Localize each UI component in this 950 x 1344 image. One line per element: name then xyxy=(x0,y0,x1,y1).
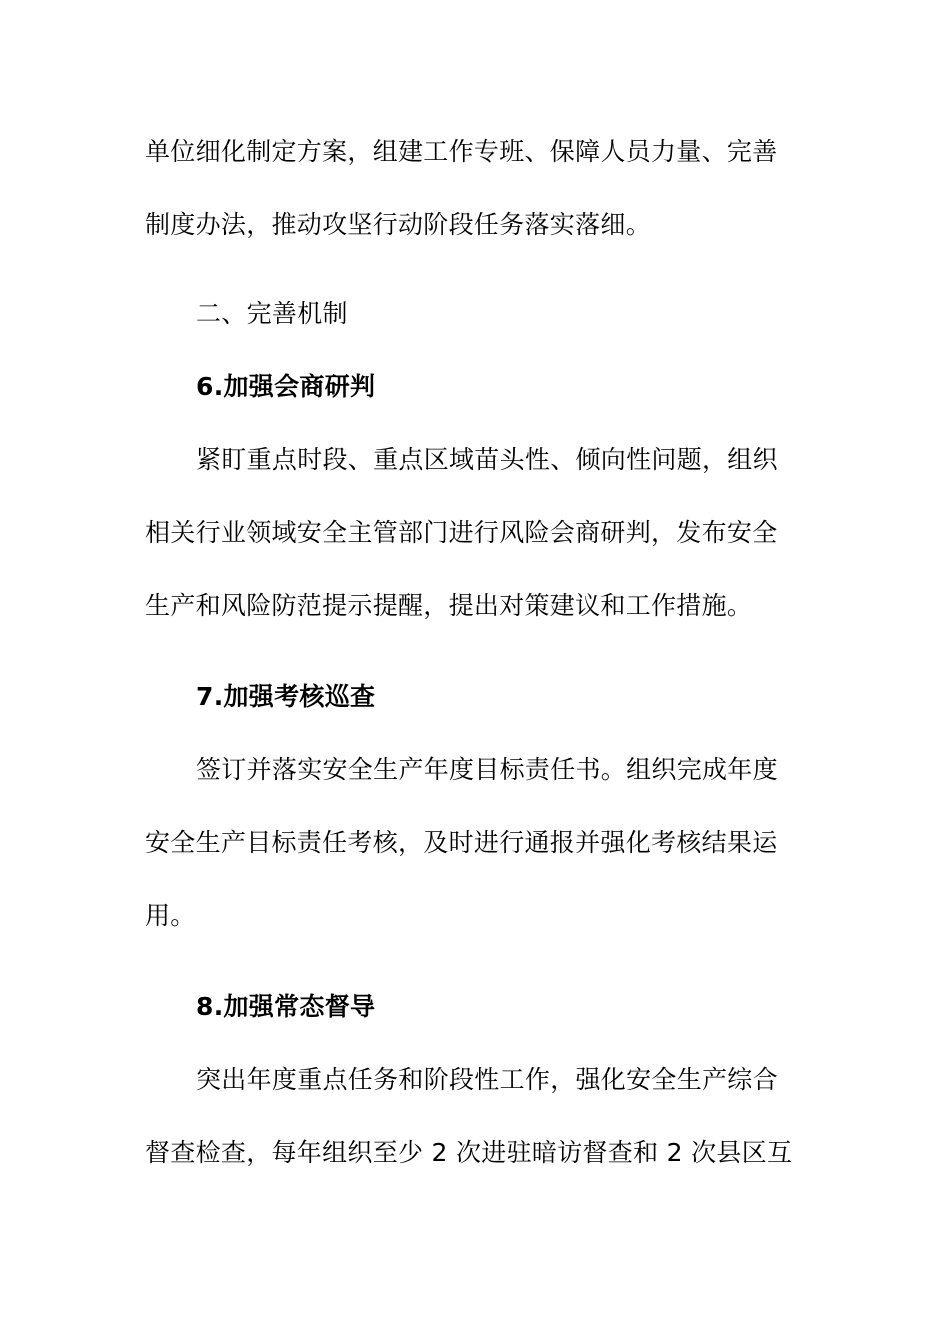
paragraph-line: 用。 xyxy=(145,901,196,930)
paragraph-line: 紧盯重点时段、重点区域苗头性、倾向性问题，组织 xyxy=(196,445,778,474)
subsection-heading: 8.加强常态督导 xyxy=(196,992,376,1021)
paragraph-line: 相关行业领域安全主管部门进行风险会商研判，发布安全 xyxy=(145,518,778,547)
paragraph-line: 制度办法，推动攻坚行动阶段任务落实落细。 xyxy=(145,210,652,239)
paragraph-line: 签订并落实安全生产年度目标责任书。组织完成年度 xyxy=(196,755,778,784)
paragraph-line: 单位细化制定方案，组建工作专班、保障人员力量、完善 xyxy=(145,137,778,166)
section-heading: 二、完善机制 xyxy=(196,299,348,328)
subsection-heading: 7.加强考核巡查 xyxy=(196,682,376,711)
paragraph-line: 安全生产目标责任考核，及时进行通报并强化考核结果运 xyxy=(145,828,778,857)
paragraph-line: 督查检查，每年组织至少 2 次进驻暗访督查和 2 次县区互 xyxy=(145,1138,793,1167)
paragraph-line: 突出年度重点任务和阶段性工作，强化安全生产综合 xyxy=(196,1065,778,1094)
subsection-heading: 6.加强会商研判 xyxy=(196,372,376,401)
paragraph-line: 生产和风险防范提示提醒，提出对策建议和工作措施。 xyxy=(145,591,753,620)
